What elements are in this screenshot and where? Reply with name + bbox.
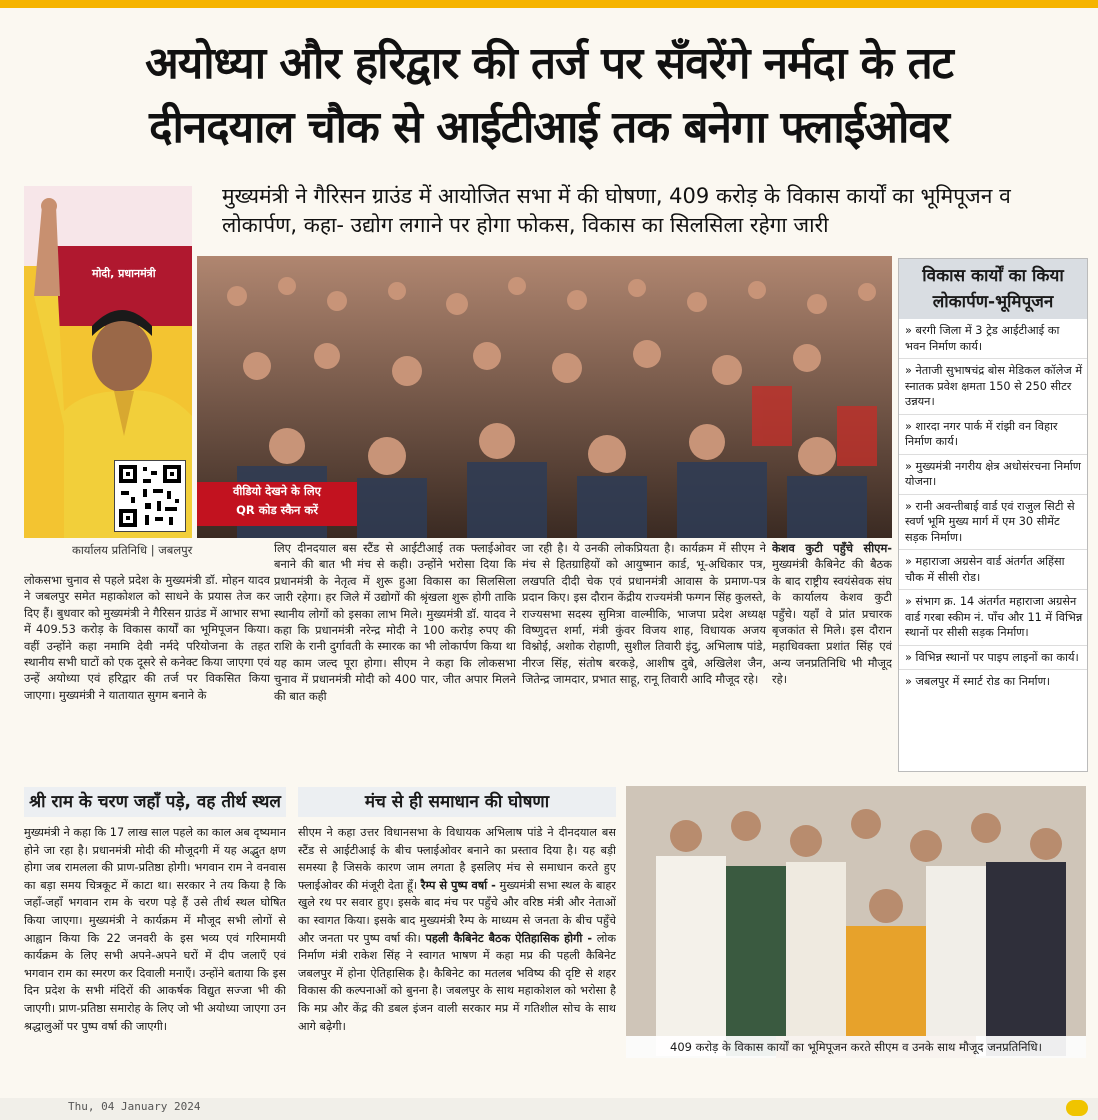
- qr-prompt-line1: वीडियो देखने के लिए: [232, 484, 322, 498]
- solution-para-1: सीएम ने कहा उत्तर विधानसभा के विधायक अभिलाष पांडे ने दीनदयाल बस स्टैंड से आईटीआई के बीच फ्लाईओवर बनाने का प्रस्ताव दिया है। यह बड़ी समस्या है जिसके कारण जाम लगता है इसलिए मंच से समाधान करते हुए फ्लाईओवर की मंजूरी देता हूँ।: [298, 826, 616, 892]
- cm-portrait-photo: [24, 186, 192, 538]
- qr-prompt-line2: QR कोड स्कैन करें: [236, 503, 318, 517]
- bhoomipujan-photo: [626, 786, 1086, 1058]
- section-ram-body: मुख्यमंत्री ने कहा कि 17 लाख साल पहले का काल अब दृष्यमान होने जा रहा है। प्रधानमंत्री मोदी की मौजूदगी में यह अद्भुत क्षण होगा जब रामलला की प्राण-प्रतिष्ठा होगी। भगवान राम ने वनवास का बड़ा समय चित्रकूट में काटा था। सरकार ने तय किया है कि जहाँ-जहाँ भगवान राम के चरण पड़े हैं उसे तीर्थ स्थल घोषित किया जाएगा। मुख्यमंत्री ने कार्यक्रम में मौजूद सभी लोगों से आह्वान किया कि 22 जनवरी के इस भव्य एवं गरिमामयी कार्यक्रम के लिए सभी अपने-अपने घरों में दीप जलाएँ एवं भगवान राम का स्मरण कर दिवाली मनाएँ। उन्होंने बताया कि इस दिन प्रदेश के सभी मंदिरों की आकर्षक विद्युत सज्जा भी की जाएगी। प्राण-प्रतिष्ठा समारोह के लिए जो भी अयोध्या जाएगा उन श्रद्धालुओं पर पुष्प वर्षा की जाएगी।: [24, 826, 286, 1033]
- sidebox-item: » शारदा नगर पार्क में रांझी वन विहार निर्माण कार्य।: [899, 415, 1087, 455]
- footer-bar: [0, 1098, 1098, 1120]
- print-date: Thu, 04 January 2024: [68, 1100, 201, 1113]
- owl-logo-icon: [1066, 1100, 1088, 1116]
- qr-code[interactable]: [114, 460, 186, 532]
- section-ram-heading: श्री राम के चरण जहाँ पड़े, वह तीर्थ स्थल: [24, 787, 286, 817]
- subheadline: मुख्यमंत्री ने गैरिसन ग्राउंड में आयोजित सभा में की घोषणा, 409 करोड़ के विकास कार्यों का भूमिपूजन व लोकार्पण, कहा- उद्योग लगाने पर होगा फोकस, विकास का सिलसिला रहेगा जारी: [222, 184, 1011, 237]
- cabinet-lead: पहली कैबिनेट बैठक ऐतिहासिक होगी -: [425, 931, 593, 945]
- sidebox-item: » विभिन्न स्थानों पर पाइप लाइनों का कार्य।: [899, 646, 1087, 671]
- headline-line-2: दीनदयाल चौक से आईटीआई तक बनेगा फ्लाईओवर: [149, 102, 949, 153]
- bhoomipujan-caption: 409 करोड़ के विकास कार्यों का भूमिपूजन करते सीएम व उनके साथ मौजूद जनप्रतिनिधि।: [626, 1036, 1086, 1058]
- body-column-2: लिए दीनदयाल बस स्टैंड से आईटीआई तक फ्लाईओवर बनाने की बात भी मंच से कही। उन्होंने भरोसा दिया कि प्रधानमंत्री के नेतृत्व में शुरू हुआ विकास का सिलसिला जारी रहेगा। हर जिले में उद्योगों की श्रृंखला शुरू होगी ताकि स्थानीय लोगों को इसका लाभ मिले। मुख्यमंत्री डॉ. यादव ने कहा कि प्रधानमंत्री नरेन्द्र मोदी ने 100 करोड़ रुपए की राशि के रानी दुर्गावती के स्मारक का भी लोकार्पण किया था यह काम जल्द पूरा होगा। सीएम ने कहा कि लोकसभा चुनाव में प्रधानमंत्री मोदी को 400 पार, जीत अपार मिलने की बात कही: [274, 541, 516, 703]
- keshav-body: मुख्यमंत्री कैबिनेट की बैठक के बाद राष्ट्रीय स्वयंसेवक संघ के कार्यालय केशव कुटी पहुँचे। यहाँ वे प्रांत प्रचारक बृजकांत से मिले। इस दौरान महाधिवक्ता प्रशांत सिंह एवं अन्य जनप्रतिनिधि भी मौजूद रहे।: [772, 557, 892, 687]
- section-solution-body: [298, 824, 616, 1092]
- headline-line-1: अयोध्या और हरिद्वार की तर्ज पर सँवरेंगे नर्मदा के तट: [145, 38, 953, 89]
- sidebox-item: » महाराजा अग्रसेन वार्ड अंतर्गत अहिंसा चौक में सीसी रोड।: [899, 550, 1087, 590]
- body-column-1: लोकसभा चुनाव से पहले प्रदेश के मुख्यमंत्री डॉ. मोहन यादव ने जबलपुर समेत महाकोशल को साधने के प्रयास तेज कर दिए हैं। बुधवार को मुख्यमंत्री ने गैरिसन ग्राउंड में आभार सभा में 409.53 करोड़ के विकास कार्यों का भूमिपूजन किया। वहीं उन्होंने कहा नमामि देवी नर्मदे परियोजना के तहत स्थानीय सभी घाटों को एक दूसरे से कनेक्ट किया जाएगा एवं उन्हें अयोध्या एवं हरिद्वार की तर्ज पर विकसित किया जाएगा। मुख्यमंत्री ने यातायात सुगम बनाने के: [24, 573, 270, 702]
- sidebox-item: » बरगी जिला में 3 ट्रेड आईटीआई का भवन निर्माण कार्य।: [899, 319, 1087, 359]
- development-works-box: [898, 258, 1088, 772]
- portrait-banner-text: मोदी, प्रधानमंत्री: [92, 267, 156, 280]
- sidebox-item: » संभाग क्र. 14 अंतर्गत महाराजा अग्रसेन वार्ड गरबा स्कीम नं. पाँच और 11 में विभिन्न स्थानों पर सीसी सड़क निर्माण।: [899, 590, 1087, 646]
- sidebox-title: विकास कार्यों का किया लोकार्पण-भूमिपूजन: [899, 259, 1087, 319]
- sidebox-item: » जबलपुर में स्मार्ट रोड का निर्माण।: [905, 675, 1051, 688]
- top-color-strip: [0, 0, 1098, 8]
- ramp-lead: रैम्प से पुष्प वर्षा -: [420, 878, 496, 892]
- sidebox-item: » मुख्यमंत्री नगरीय क्षेत्र अधोसंरचना निर्माण योजना।: [899, 455, 1087, 495]
- byline: कार्यालय प्रतिनिधि | जबलपुर: [68, 543, 196, 558]
- keshav-kuti-note: [772, 540, 892, 768]
- sidebox-item: » नेताजी सुभाषचंद्र बोस मेडिकल कॉलेज में स्नातक प्रवेश क्षमता 150 से 250 सीटर उन्नयन।: [899, 359, 1087, 415]
- cabinet-body: लोक निर्माण मंत्री राकेश सिंह ने स्वागत भाषण में कहा मप्र की पहली कैबिनेट जबलपुर में होना ऐतिहासिक है। कैबिनेट का मतलब भविष्य की दृष्टि से शहर विकास की कल्पनाओं को बुनना है। जबलपुर के साथ महाकोशल को भरोसा है कि मप्र और केंद्र की डबल इंजन वाली सरकार मप्र में गतिशील सोच के साथ आगे बढ़ेगी।: [298, 931, 616, 1033]
- sidebox-item: » रानी अवन्तीबाई वार्ड एवं राजुल सिटी से स्वर्ण भूमि मुख्य मार्ग में एम 30 सीमेंट सड़क निर्माण।: [899, 495, 1087, 551]
- keshav-lead: केशव कुटी पहुँचे सीएम-: [772, 541, 892, 555]
- ceremony-illustration: [626, 786, 1086, 1058]
- section-solution-heading: मंच से ही समाधान की घोषणा: [298, 787, 616, 817]
- body-column-3: जा रही है। ये उनकी लोकप्रियता है। कार्यक्रम में सीएम ने मंच से हितग्राहियों को आयुष्मान कार्ड, भू-अधिकार पत्र, लखपति दीदी चेक एवं प्रधानमंत्री आवास के प्रमाण-पत्र प्रदान किए। इस दौरान केंद्रीय राज्यमंत्री फग्गन सिंह कुलस्ते, राज्यसभा सदस्य सुमित्रा वाल्मीकि, भाजपा प्रदेश अध्यक्ष विष्णुदत्त शर्मा, मंत्री कुंवर विजय शाह, विधायक अजय विश्नोई, अशोक रोहाणी, सुशील तिवारी इंदु, अभिलाष पांडे, नीरज सिंह, संतोष बरकड़े, आशीष दुबे, अखिलेश जैन, जितेन्द्र जामदार, प्रभात साहू, रानू तिवारी आदि मौजूद रहे।: [522, 541, 766, 687]
- rally-crowd-photo: [197, 256, 892, 538]
- qr-prompt-box: [197, 482, 357, 526]
- ramp-body: मुख्यमंत्री सभा स्थल के बाहर खुले रथ पर सवार हुए। इसके बाद मंच पर पहुँचे और वरिष्ठ मंत्री और नेताओं का स्वागत किया। इसके बाद मुख्यमंत्री रैम्प के माध्यम से जनता के बीच पहुँचे और जनता पर पुष्प वर्षा की।: [298, 878, 616, 945]
